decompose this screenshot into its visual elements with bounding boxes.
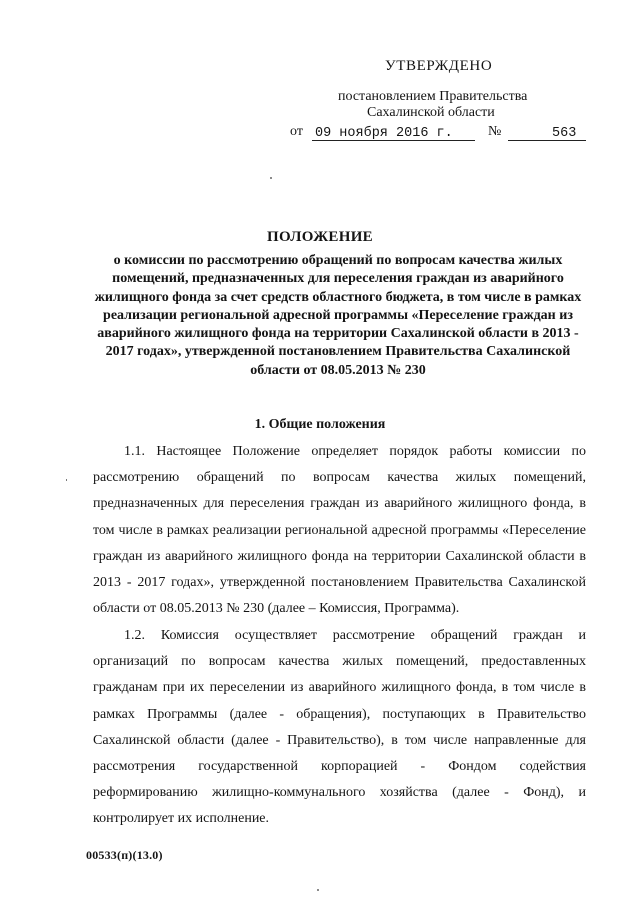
approval-date: 09 ноября 2016 г. bbox=[315, 126, 453, 141]
approval-authority: постановлением Правительства bbox=[338, 89, 528, 104]
number-prefix: № bbox=[488, 124, 502, 139]
scan-speck bbox=[66, 479, 67, 481]
regulation-subtitle: о комиссии по рассмотрению обращений по вопросам качества жилых помещений, предназначенных для переселения граждан из аварийного жилищного фонда за счет средств областного бюджета, в том числе в рамках реализации региональной адресной программы «Переселение граждан из аварийного жилищного фонда на территории Сахалинской области в 2013 - 2017 годах», утвержденной постановлением Правительства Сахалинской области от 08.05.2013 № 230 bbox=[94, 253, 582, 378]
date-prefix: от bbox=[290, 124, 303, 139]
paragraph-1-1 bbox=[93, 439, 586, 622]
section-heading: 1. Общие положения bbox=[254, 417, 386, 432]
paragraph-1-2 bbox=[93, 623, 586, 833]
paragraph-text: 1.2. Комиссия осуществляет рассмотрение обращений граждан и организаций по вопросам качества жилых помещений, предоставленных гражданам при их переселении из аварийного жилищного фонда, в том числе в рамках Программы (далее - обращения), поступающих в Правительство Сахалинской области (далее - Правительство), в том числе направленные для рассмотрения государственной корпорацией - Фондом содействия реформированию жилищно-коммунального хозяйства (далее - Фонд), и контролирует их исполнение. bbox=[93, 628, 586, 827]
scan-speck bbox=[317, 889, 319, 891]
approval-number: 563 bbox=[552, 126, 577, 141]
approval-region: Сахалинской области bbox=[367, 105, 495, 120]
document-code: 00533(п)(13.0) bbox=[86, 848, 163, 862]
scan-speck bbox=[270, 177, 272, 179]
approval-date-row bbox=[290, 124, 590, 146]
paragraph-text: 1.1. Настоящее Положение определяет порядок работы комиссии по рассмотрению обращений по вопросам качества жилых помещений, предназначенных для переселения граждан из аварийного жилищного фонда, в том числе в рамках реализации региональной адресной программы «Переселение граждан из аварийного жилищного фонда на территории Сахалинской области в 2013 - 2017 годах», утвержденной постановлением Правительства Сахалинской области от 08.05.2013 № 230 (далее – Комиссия, Программа). bbox=[93, 444, 586, 617]
regulation-title: ПОЛОЖЕНИЕ bbox=[267, 229, 373, 245]
approval-title: УТВЕРЖДЕНО bbox=[385, 58, 493, 74]
